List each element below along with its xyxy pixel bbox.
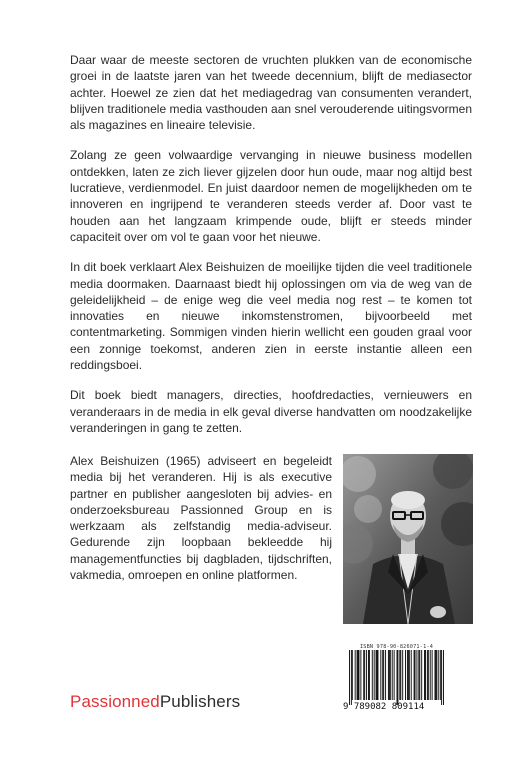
blurb-paragraph: Daar waar de meeste sectoren de vruchten plukken van de economische groei in de laatste jaren van het tweede decennium, blijft de mediasector achter. Hoewel ze zien dat het mediagedrag van consumenten verandert, blijven traditionele media vasthouden aan snel verouderende uitingsvormen als magazines en lineaire televisie. [70, 53, 472, 133]
author-bio: Alex Beishuizen (1965) adviseert en begeleidt media bij het veranderen. Hij is als executive partner en publisher aangesloten bij advies- en onderzoeksbureau Passionned Group en is werkzaam als zelfstandig media-adviseur. Gedurende zijn loopbaan bekleedde hij managementfuncties bij dagbladen, tijdschriften, vakmedia, omroepen en online platformen. [70, 454, 332, 583]
blurb [70, 52, 472, 450]
blurb-paragraph: Zolang ze geen volwaardige vervanging in nieuwe business modellen ontdekken, laten ze zich liever gijzelen door hun oude, maar nog altijd best lucratieve, verdienmodel. En juist daardoor nemen de mogelijkheden om te innoveren en ingrijpend te veranderen steeds verder af. Door vast te houden aan het langzaam krimpende oude, blijft er steeds minder capaciteit over om vol te gaan voor het nieuwe. [70, 148, 472, 244]
publisher-logo [70, 692, 240, 712]
isbn-digits: 9 789082 809114 [343, 702, 425, 712]
author-photo [343, 454, 473, 624]
blurb-paragraph: Dit boek biedt managers, directies, hoofdredacties, vernieuwers en veranderaars in de media in elk geval diverse handvatten om noodzakelijke veranderingen in gang te zetten. [70, 388, 472, 435]
blurb-paragraph: In dit boek verklaart Alex Beishuizen de moeilijke tijden die veel traditionele media doormaken. Daarnaast biedt hij oplossingen om via de weg van de geleidelijkheid – de enige weg die veel media nog rest – te komen tot innovaties en nieuwe inkomstenstromen, bijvoorbeeld met contentmarketing. Sommigen vinden hierin wellicht een gouden graal voor een zonnige toekomst, anderen zien in eerste instantie alleen een reddingsboei. [70, 260, 472, 373]
barcode-bars [343, 650, 450, 710]
isbn-label: ISBN 978-90-826071-1-4 [359, 644, 434, 650]
author-photo-image [343, 454, 473, 624]
logo-part-passionned: Passionned [70, 692, 160, 711]
isbn-barcode [343, 644, 450, 713]
logo-part-publishers: Publishers [159, 692, 241, 711]
